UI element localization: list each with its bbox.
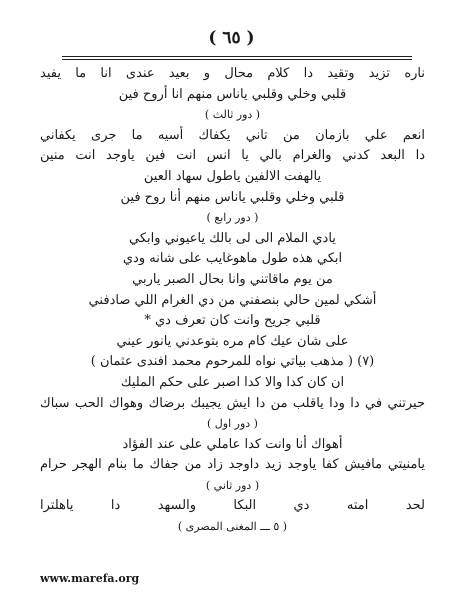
text-line: على شان عيك كام مره بتوعدني يانور عيني (116, 333, 349, 349)
text-line: لحد امته دي البكا والسهد دا ياهلترا (40, 498, 425, 514)
text-line: ( دور رابع ) (206, 211, 259, 225)
text-line: أشكي لمين حالي بنصفني من دي الغرام اللي صادفني (88, 292, 377, 308)
text-line: ان كان كدا والا كدا اصبر على حكم المليك (120, 374, 345, 390)
text-line: حيرتني في دا ودا ياقلب من دا ايش يجيبك برضاك وهواك الحب سباك (40, 395, 425, 411)
text-line: ابكي هذه طول ماهوغايب على شانه ودي (122, 251, 343, 267)
page-number: ( ٦٥ ) (208, 28, 255, 48)
text-line: ناره تزيد وتقيد دا كلام محال و بعيد عندى انا ما يفيد (40, 66, 425, 81)
text-line: ( دور اول ) (207, 417, 258, 431)
text-line: قلبي وخلي وقلبي ياناس منهم أنا روح فين (120, 189, 345, 205)
text-line: قلبي جريح وانت كان تعرف دي * (144, 313, 321, 329)
header-rule (62, 56, 412, 57)
text-line: دا البعد كدني والغرام بالي يا انس انت فين ياوجد انت منين (40, 148, 425, 164)
text-line: ( دور ثالث ) (204, 108, 261, 122)
text-line: ( دور ثاني ) (205, 478, 260, 492)
text-block (40, 64, 425, 538)
text-line: ( ٥ ـــ المغنى المصرى ) (177, 520, 288, 534)
text-line: يادي الملام الى لى بالك ياعيوني وابكي (129, 230, 336, 246)
text-line: أهواك أنا وانت كدا عاملي على عند الفؤاد (122, 436, 343, 452)
text-line: يالهفت الالفين ياطول سهاد العين (143, 168, 322, 184)
header-rule (62, 59, 412, 60)
text-line: من يوم ماقاتني وانا بحال الصبر ياربي (132, 271, 333, 287)
text-line: (٧) ( مذهب بياتي نواه للمرحوم محمد افندى عثمان ) (90, 354, 375, 370)
text-line: يامنيتي مافيش كفا ياوجد زيد داوجد زاد من جفاك ما بنام الهجر حرام (40, 457, 425, 473)
text-line: قلبي وخلي وقلبي ياناس منهم انا أروح فين (118, 86, 347, 102)
text-line: انعم علي بازمان من تاني يكفاك أسيه ما جرى يكفاني (40, 127, 425, 143)
site-footer: www.marefa.org (40, 572, 140, 585)
